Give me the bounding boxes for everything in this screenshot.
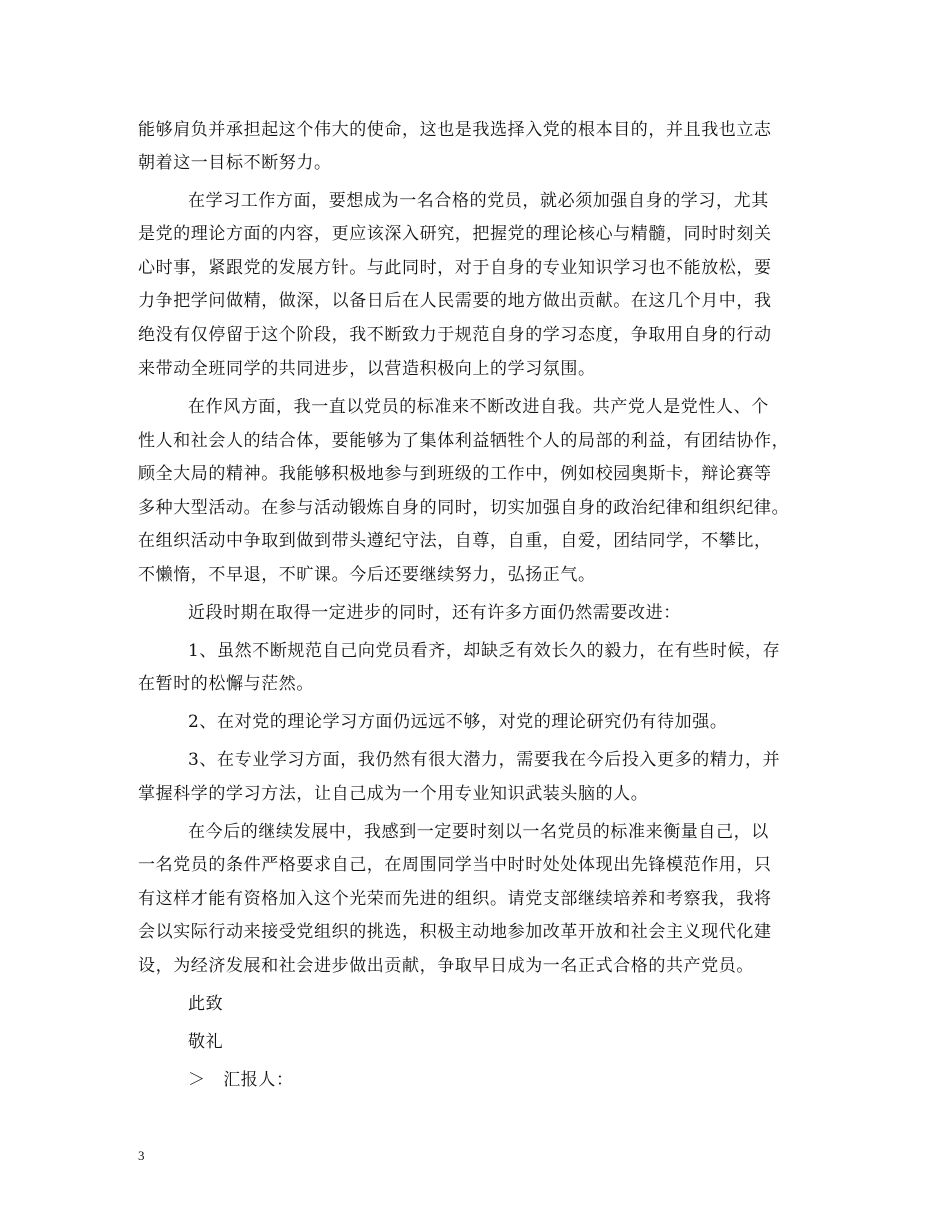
text-line: 掌握科学的学习方法，让自己成为一个用专业知识武装头脑的人。 [138,784,649,804]
text-line: 会以实际行动来接受党组织的挑选，积极主动地参加改革开放和社会主义现代化建 [138,922,772,942]
text-line: 一名党员的条件严格要求自己，在周围同学当中时时处处体现出先锋模范作用，只 [138,855,772,875]
text-line: 1、虽然不断规范自己向党员看齐，却缺乏有效长久的毅力，在有些时候，存 [188,641,781,661]
text-line: 是党的理论方面的内容，更应该深入研究，把握党的理论核心与精髓，同时时刻关 [138,224,772,244]
text-line: 绝没有仅停留于这个阶段，我不断致力于规范自身的学习态度，争取用自身的行动 [138,325,772,345]
reporter-line: ＞ 汇报人： [188,1070,294,1090]
text-line: 来带动全班同学的共同进步，以营造积极向上的学习氛围。 [138,359,596,379]
text-line: 朝着这一目标不断努力。 [138,153,332,173]
text-line: 近段时期在取得一定进步的同时，还有许多方面仍然需要改进： [188,603,681,623]
text-line: 在暂时的松懈与茫然。 [138,674,314,694]
closing-line: 此致 [188,994,224,1014]
text-line: 不懒惰，不早退，不旷课。今后还要继续努力，弘扬正气。 [138,565,596,585]
text-line: 2、在对党的理论学习方面仍远远不够，对党的理论研究仍有待加强。 [188,712,728,732]
text-line: 有这样才能有资格加入这个光荣而先进的组织。请党支部继续培养和考察我，我将 [138,889,772,909]
text-line: 3、在专业学习方面，我仍然有很大潜力，需要我在今后投入更多的精力，并 [188,750,781,770]
page-number: 3 [138,1148,145,1163]
text-line: 在学习工作方面，要想成为一名合格的党员，就必须加强自身的学习，尤其 [188,191,769,211]
text-line: 多种大型活动。在参与活动锻炼自身的同时，切实加强自身的政治纪律和组织纪律。 [138,498,790,518]
text-line: 设，为经济发展和社会进步做出贡献，争取早日成为一名正式合格的共产党员。 [138,956,754,976]
text-line: 能够肩负并承担起这个伟大的使命，这也是我选择入党的根本目的，并且我也立志 [138,120,772,140]
text-line: 在组织活动中争取到做到带头遵纪守法，自尊，自重，自爱，团结同学，不攀比， [138,531,772,551]
text-line: 力争把学问做精，做深，以备日后在人民需要的地方做出贡献。在这几个月中，我 [138,291,772,311]
text-line: 性人和社会人的结合体，要能够为了集体利益牺牲个人的局部的利益，有团结协作， [138,431,790,451]
salutation-line: 敬礼 [188,1032,224,1052]
text-line: 顾全大局的精神。我能够积极地参与到班级的工作中，例如校园奥斯卡，辩论赛等 [138,464,772,484]
text-line: 在作风方面，我一直以党员的标准来不断改进自我。共产党人是党性人、个 [188,397,769,417]
text-line: 心时事，紧跟党的发展方针。与此同时，对于自身的专业知识学习也不能放松，要 [138,258,772,278]
text-line: 在今后的继续发展中，我感到一定要时刻以一名党员的标准来衡量自己，以 [188,822,769,842]
